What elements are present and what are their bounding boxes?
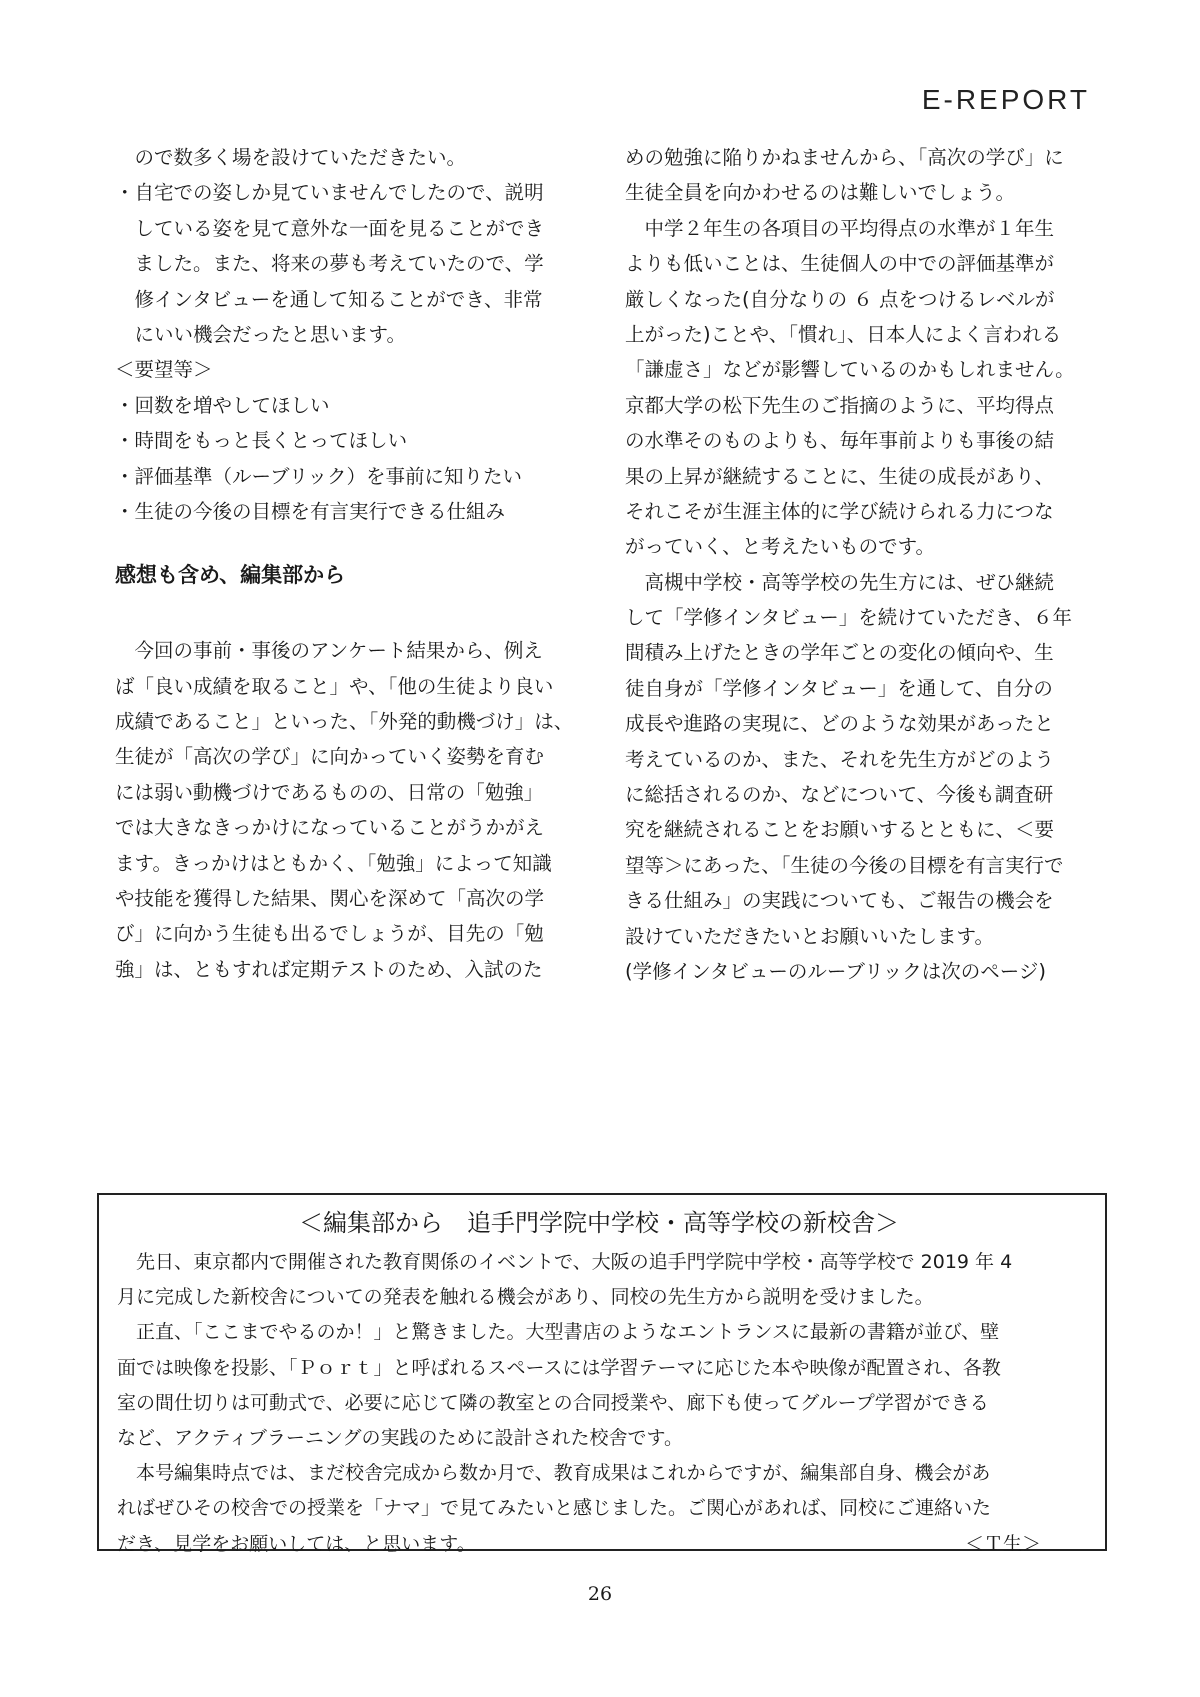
text-line: それこそが生涯主体的に学び続けられる力につな	[625, 499, 1054, 523]
section-gap	[115, 595, 580, 633]
text-line: めの勉強に陥りかねませんから、「高次の学び」に	[625, 146, 1064, 169]
report-header: E-REPORT	[921, 84, 1090, 115]
text-line: 上がった)ことや、「慣れ」、日本人によく言われる	[625, 322, 1062, 346]
text-line: ・自宅での姿しか見ていませんでしたので、説明	[115, 181, 544, 205]
text-line: 成長や進路の実現に、どのような効果があったと	[625, 712, 1054, 736]
editorial-box-title: ＜編集部から 追手門学院中学校・高等学校の新校舎＞	[299, 1209, 899, 1237]
editorial-signature: ＜Ｔ生＞	[964, 1532, 1041, 1555]
text-line: 設けていただきたいとお願いいたします。	[625, 924, 994, 948]
box-text-line: 室の間仕切りは可動式で、必要に応じて隣の教室との合同授業や、廊下も使ってグループ学習ができる	[117, 1391, 989, 1414]
editorial-box-closing: だき、見学をお願いしては、と思います。	[117, 1532, 476, 1555]
text-line: 徒自身が「学修インタビュー」を通して、自分の	[625, 676, 1053, 700]
text-line: 望等＞にあった、「生徒の今後の目標を有言実行で	[625, 853, 1064, 877]
left-column	[115, 140, 580, 987]
text-line: 究を継続されることをお願いするとともに、＜要	[625, 818, 1055, 842]
left-column-bottom	[115, 633, 580, 987]
box-text-line: 面では映像を投影、「Ｐｏｒｔ」と呼ばれるスペースには学習テーマに応じた本や映像が配置され、各教	[117, 1356, 1001, 1379]
text-line: 中学２年生の各項目の平均得点の水準が１年生	[625, 216, 1055, 240]
text-line: 高槻中学校・高等学校の先生方には、ぜひ継続	[625, 570, 1055, 594]
box-text-line: 先日、東京都内で開催された教育関係のイベントで、大阪の追手門学院中学校・高等学校で 2019 年 4	[117, 1251, 1013, 1273]
text-line: ました。また、将来の夢も考えていたので、学	[115, 252, 544, 276]
text-line: して「学修インタビュー」を続けていただき、６年	[625, 606, 1072, 630]
text-line: 修インタビューを通して知ることができ、非常	[115, 287, 543, 311]
editorial-box-last-line	[117, 1527, 1081, 1562]
text-line: 成績であること」といった、「外発的動機づけ」は、	[115, 710, 574, 734]
text-line: 今回の事前・事後のアンケート結果から、例え	[115, 639, 543, 663]
text-line: (学修インタビューのルーブリックは次のページ)	[625, 959, 1047, 983]
box-text-line: 本号編集時点では、まだ校舎完成から数か月で、教育成果はこれからですが、編集部自身、機会があ	[117, 1462, 991, 1485]
text-line: よりも低いことは、生徒個人の中での評価基準が	[625, 252, 1055, 276]
editorial-box	[97, 1193, 1107, 1555]
text-line: 強」は、ともすれば定期テストのため、入試のた	[115, 957, 543, 981]
page-number: 26	[587, 1583, 613, 1605]
text-line: 生徒が「高次の学び」に向かっていく姿勢を育む	[115, 745, 545, 769]
text-line: ます。きっかけはともかく、「勉強」によって知識	[115, 851, 552, 875]
box-text-line: ればぜひその校舎での授業を「ナマ」で見てみたいと感じました。ご関心があれば、同校にご連絡いた	[117, 1497, 992, 1520]
text-line: がっていく、と考えたいものです。	[625, 535, 936, 559]
text-line: ・回数を増やしてほしい	[115, 393, 330, 417]
text-line: や技能を獲得した結果、関心を深めて「高次の学	[115, 887, 545, 911]
right-column-text	[625, 140, 1090, 989]
text-line: している姿を見て意外な一面を見ることができ	[115, 216, 545, 240]
left-column-top	[115, 140, 580, 529]
text-line: の水準そのものよりも、毎年事前よりも事後の結	[625, 429, 1055, 453]
text-line: び」に向かう生徒も出るでしょうが、目先の「勉	[115, 922, 544, 946]
text-line: 考えているのか、また、それを先生方がどのよう	[625, 747, 1055, 771]
text-line: 「謙虚さ」などが影響しているのかもしれません。	[625, 358, 1075, 382]
text-line: にいい機会だったと思います。	[115, 322, 406, 346]
right-column	[625, 140, 1090, 989]
box-text-line: 正直、「ここまでやるのか！」と驚きました。大型書店のようなエントランスに最新の書籍が並び、壁	[117, 1321, 1000, 1344]
text-line: 厳しくなった(自分なりの ６ 点をつけるレベルが	[625, 287, 1055, 311]
text-line: ・時間をもっと長くとってほしい	[115, 429, 408, 453]
text-line: には弱い動機づけであるものの、日常の「勉強」	[115, 780, 544, 804]
text-line: ＜要望等＞	[115, 358, 213, 382]
text-line: に総括されるのか、などについて、今後も調査研	[625, 783, 1054, 807]
text-line: では大きなきっかけになっていることがうかがえ	[115, 816, 545, 840]
text-line: 京都大学の松下先生のご指摘のように、平均得点	[625, 393, 1055, 417]
editorial-box-text	[117, 1245, 1081, 1527]
box-text-line: 月に完成した新校舎についての発表を触れる機会があり、同校の先生方から説明を受けました。	[117, 1286, 934, 1309]
text-line: 果の上昇が継続することに、生徒の成長があり、	[625, 464, 1055, 488]
section-title: 感想も含め、編集部から	[115, 563, 346, 588]
text-line: 生徒全員を向かわせるのは難しいでしょう。	[625, 181, 1016, 205]
text-line: 間積み上げたときの学年ごとの変化の傾向や、生	[625, 641, 1054, 665]
box-text-line: など、アクティブラーニングの実践のために設計された校舎です。	[117, 1426, 684, 1449]
text-line: ので数多く場を設けていただきたい。	[115, 146, 467, 169]
text-line: ・評価基準（ルーブリック）を事前に知りたい	[115, 464, 522, 488]
text-line: ば「良い成績を取ること」や、「他の生徒より良い	[115, 674, 554, 698]
text-line: きる仕組み」の実践についても、ご報告の機会を	[625, 889, 1054, 913]
text-line: ・生徒の今後の目標を有言実行できる仕組み	[115, 499, 506, 523]
